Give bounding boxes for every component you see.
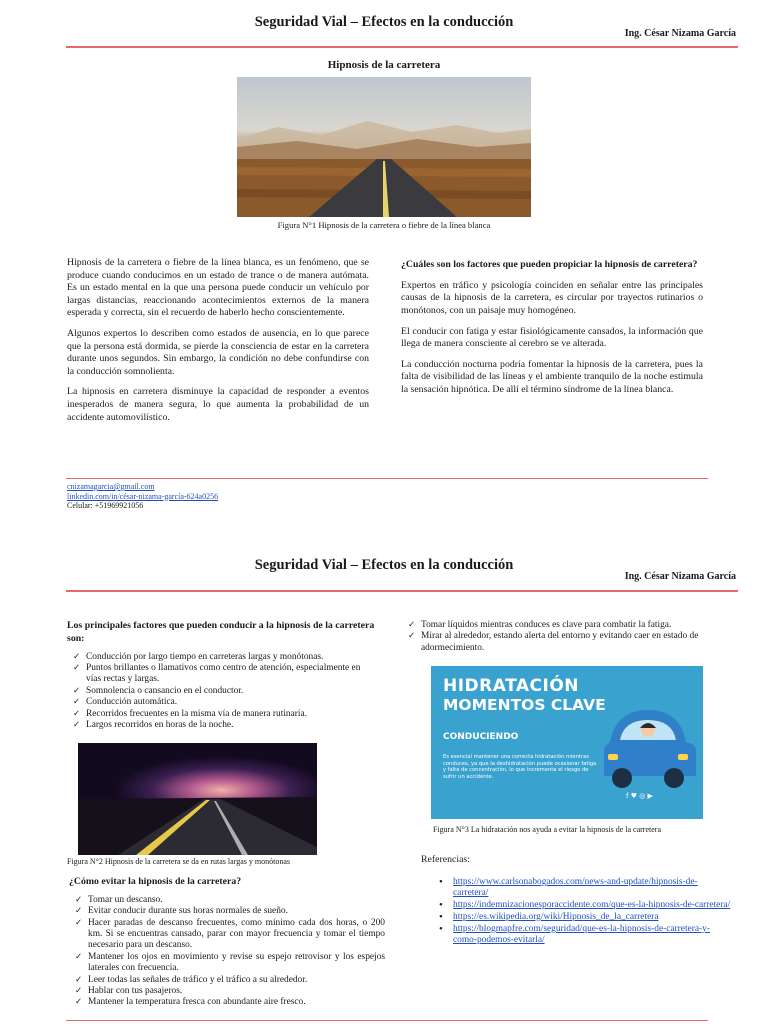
footer-rule-2 [66,1020,708,1021]
paragraph: Hipnosis de la carretera o fiebre de la línea blanca, es un fenómeno, que se produce cuando conducimos en un estado de trance o de manera autómata. Es un estado mental en la que una persona puede conducir un vehículo por largas distancias, reaccionando acontecimientos externos de la manera esperada y correcta, sin el recuerdo de haberlo hecho conscientemente. [67,257,369,319]
factors-heading: Los principales factores que pueden conducir a la hipnosis de la carretera son: [67,620,375,644]
avoid-list [69,895,385,1009]
paragraph: La conducción nocturna podría fomentar la hipnosis de la carretera, pues la falta de visibilidad de las líneas y el ambiente tranquilo de la noche estimula la sensación hipnótica. De allí el término síndrome de la línea blanca. [401,358,703,395]
figure-2-caption: Figura N°2 Hipnosis de la carretera se da en rutas largas y monótonas [67,857,290,866]
list-item: ✓ Leer todas las señales de tráfico y el tráfico a su alrededor. [69,975,385,986]
reference-link[interactable]: https://blogmapfre.com/seguridad/que-es-la-hipnosis-de-carretera-y-como-podemos-evitarla/ [453,924,710,945]
list-item: ✓ Conducción automática. [67,697,375,708]
paragraph: Expertos en tráfico y psicología coinciden en señalar entre las principales causas de la hipnosis de la carretera, es circular por trayectos rutinarios o monótonos, con un paisaje muy homogéneo. [401,279,703,316]
list-item [421,900,731,911]
factors-block [67,620,375,731]
page-title: Seguridad Vial – Efectos en la conducción [254,14,514,30]
list-item: ✓ Recorridos frecuentes en la misma vía de manera rutinaria. [67,709,375,720]
list-item: ✓ Tomar líquidos mientras conduces es clave para combatir la fatiga. [402,620,724,631]
paragraph: La hipnosis en carretera disminuye la capacidad de responder a eventos inesperados de manera segura, lo que aumenta la probabilidad de un accidente automovilístico. [67,386,369,423]
list-item: ✓ Hablar con tus pasajeros. [69,986,385,997]
list-item: ✓ Puntos brillantes o llamativos como centro de atención, especialmente en vías rectas y largas. [67,663,375,686]
paragraph: El conducir con fatiga y estar fisiológicamente cansados, la información que llega de manera consciente al cerebro se ve alterada. [401,325,703,350]
list-item: ✓ Conducción por largo tiempo en carreteras largas y monótonas. [67,652,375,663]
tips-list [402,620,724,654]
list-item: ✓ Somnolencia o cansancio en el conductor. [67,686,375,697]
list-item [421,924,731,946]
author-name-2: Ing. César Nizama García [624,571,736,582]
desert-road-image [237,77,531,217]
reference-link[interactable]: https://es.wikipedia.org/wiki/Hipnosis_de_la_carretera [453,912,659,922]
infographic-subtitle: CONDUCIENDO [443,732,519,742]
avoid-heading: ¿Cómo evitar la hipnosis de la carretera? [69,876,242,887]
list-item: ✓ Largos recorridos en horas de la noche. [67,720,375,731]
header-rule [66,46,738,48]
svg-text:f ♥ ◎ ▶: f ♥ ◎ ▶ [626,792,653,800]
references-heading: Referencias: [421,854,470,865]
phone-number: Celular: +51969921056 [67,501,144,510]
footer-rule [66,478,708,479]
night-road-image [78,743,317,855]
figure-1-caption: Figura N°1 Hipnosis de la carretera o fiebre de la línea blanca [277,220,491,230]
factors-question-heading: ¿Cuáles son los factores que pueden propiciar la hipnosis de carretera? [401,259,698,270]
reference-link[interactable]: https://www.carlsonabogados.com/news-and-update/hipnosis-de-carretera/ [453,877,698,898]
right-tips-block [402,620,724,654]
left-column [67,257,369,424]
list-item: ✓ Mirar al alrededor, estando alerta del entorno y evitando caer en estado de adormecimiento. [402,631,724,654]
list-item [421,912,731,923]
header-rule-2 [66,590,738,592]
hydration-infographic [431,666,703,819]
list-item: ✓ Evitar conducir durante sus horas normales de sueño. [69,906,385,917]
infographic-title-1: HIDRATACIÓN [443,676,580,696]
figure-3-caption: Figura N°3 La hidratación nos ayuda a evitar la hipnosis de la carretera [433,825,661,834]
list-item: ✓ Hacer paradas de descanso frecuentes, como mínimo cada dos horas, o 200 km. Si se encuentras cansado, parar con mayor frecuencia y tomar el tiempo necesario para un descanso. [69,918,385,952]
avoid-block [69,876,385,1009]
contact-info [67,482,218,511]
infographic-title-2: MOMENTOS CLAVE [443,696,606,714]
references-list [421,877,731,946]
list-item: ✓ Mantener los ojos en movimiento y revise su espejo retrovisor y los espejos laterales con frecuencia. [69,952,385,975]
right-column [401,259,703,397]
factors-list [67,652,375,732]
list-item [421,877,731,899]
email-link[interactable]: cnizamagarcia@gmail.com [67,482,155,491]
page-title-2: Seguridad Vial – Efectos en la conducción [254,557,514,573]
reference-link[interactable]: https://indemnizacionesporaccidente.com/que-es-la-hipnosis-de-carretera/ [453,900,731,910]
author-name: Ing. César Nizama García [624,28,736,39]
car-icon [596,700,700,800]
list-item: ✓ Tomar un descanso. [69,895,385,906]
list-item: ✓ Mantener la temperatura fresca con abundante aire fresco. [69,997,385,1008]
paragraph: Algunos expertos lo describen como estados de ausencia, en lo que parece que la persona está dormida, se pierde la consciencia de estar en la carretera durante unos segundos. Sin embargo, la condición no debe confundirse con la conducción somnolienta. [67,327,369,377]
infographic-body: Es esencial mantener una correcta hidratación mientras conduces, ya que la deshidratación puede ocasionar fatiga y falta de concentración, lo que incrementa el riesgo de sufrir un accidente. [443,754,597,780]
linkedin-link[interactable]: linkedin.com/in/césar-nizama-garcía-624a0256 [67,491,219,501]
section-title: Hipnosis de la carretera [327,59,441,71]
references-block [421,877,731,947]
